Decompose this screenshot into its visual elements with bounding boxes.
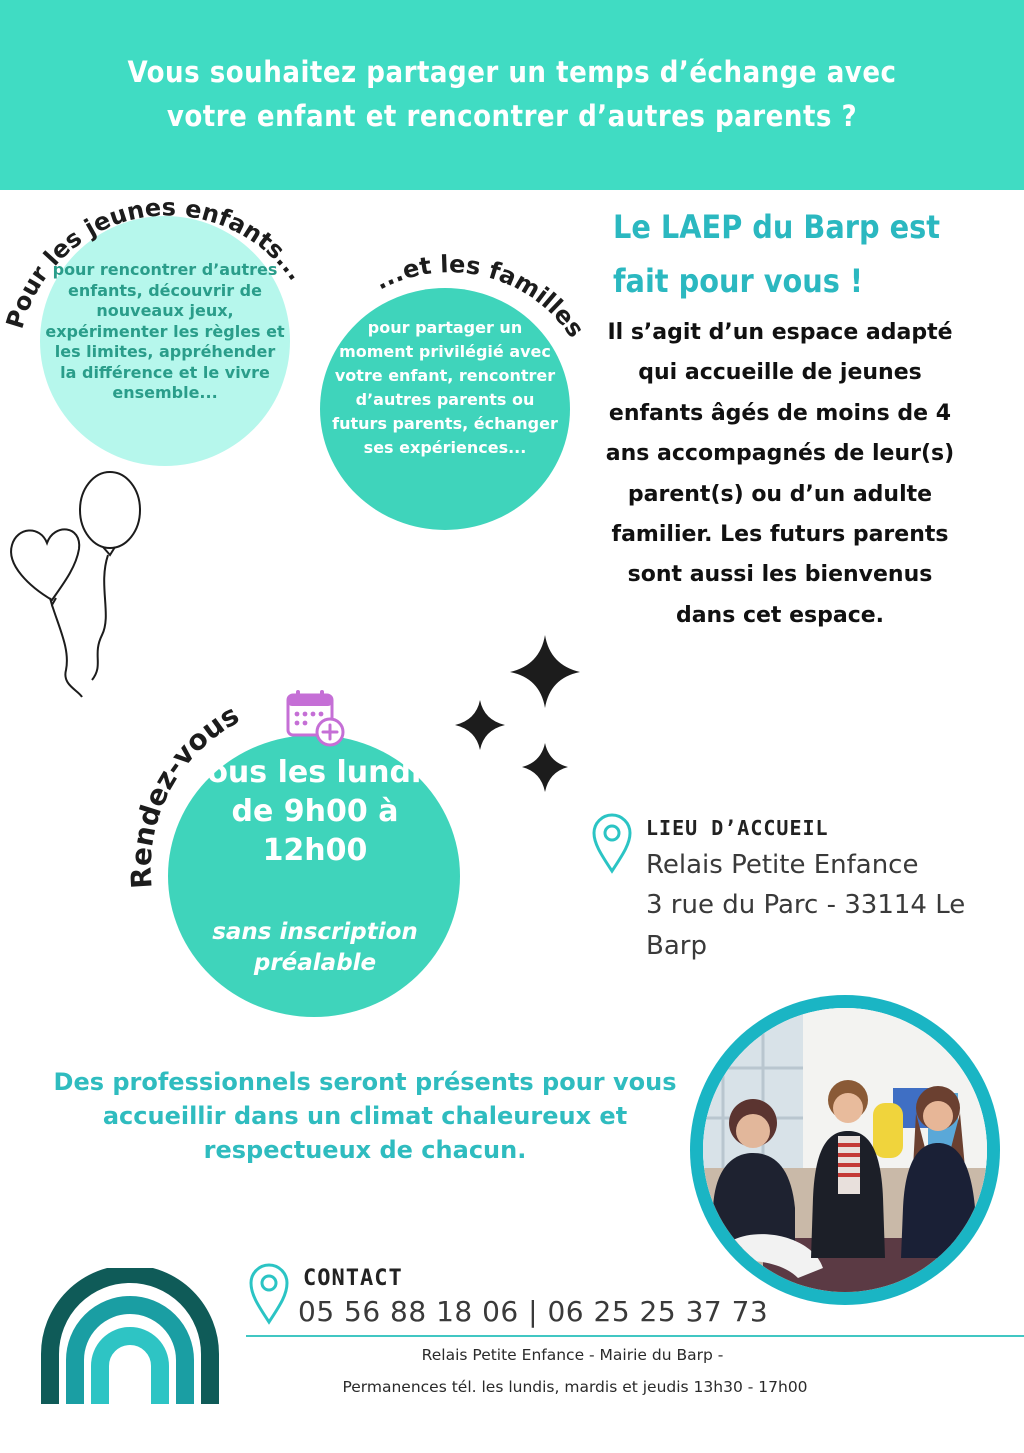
- families-bubble-heading: ...et les familles: [369, 250, 590, 343]
- lieu-name: Relais Petite Enfance: [646, 850, 919, 880]
- contact-divider: [246, 1335, 1024, 1337]
- kids-bubble-heading: Pour les jeunes enfants...: [0, 193, 311, 332]
- balloon-icon: [0, 465, 160, 705]
- team-photo-illustration: [703, 1008, 987, 1292]
- laep-title-line-1: Le LAEP du Barp est: [613, 208, 941, 246]
- header-line-1: Vous souhaitez partager un temps d’échange avec: [127, 55, 897, 89]
- kids-bubble-text: pour rencontrer d’autres enfants, découvrir de nouveaux jeux, expérimenter les règles et les limites, appréhender la différence et le vivre ensemble...: [45, 260, 285, 402]
- header-line-2: votre enfant et rencontrer d’autres parents ?: [166, 99, 858, 133]
- families-bubble-text: pour partager un moment privilégié avec votre enfant, rencontrer d’autres parents ou futurs parents, échanger ses expériences...: [332, 318, 558, 457]
- laep-description: Il s’agit d’un espace adapté qui accueille de jeunes enfants âgés de moins de 4 ans accompagnés de leur(s) parent(s) ou d’un adulte familier. Les futurs parents sont aussi les bienvenus dans cet espace.: [605, 320, 955, 628]
- lieu-address: 3 rue du Parc - 33114 Le Barp: [646, 890, 966, 961]
- rendezvous-heading: Rendez-vous: [124, 698, 245, 890]
- contact-phones[interactable]: 05 56 88 18 06 | 06 25 25 37 73: [298, 1295, 769, 1328]
- rendezvous-schedule: Tous les lundis de 9h00 à 12h00: [190, 755, 440, 868]
- heart-balloon-icon: [11, 529, 79, 600]
- rendezvous-note: sans inscription préalable: [212, 919, 418, 976]
- footer-line-1: Relais Petite Enfance - Mairie du Barp -: [421, 1346, 724, 1364]
- calendar-add-icon: [284, 688, 350, 750]
- rainbow-logo-icon: [40, 1268, 220, 1410]
- lieu-label: LIEU D’ACCUEIL: [646, 816, 829, 840]
- location-pin-icon: [590, 813, 634, 875]
- laep-title: [613, 200, 1013, 308]
- sparkle-icon: [450, 630, 590, 800]
- footer-line-2: Permanences tél. les lundis, mardis et jeudis 13h30 - 17h00: [342, 1378, 808, 1396]
- contact-label: CONTACT: [303, 1266, 403, 1291]
- team-photo: [703, 1008, 987, 1292]
- laep-title-line-2: fait pour vous !: [613, 262, 864, 300]
- contact-location-pin-icon: [247, 1262, 291, 1326]
- professionals-text: Des professionnels seront présents pour vous accueillir dans un climat chaleureux et respectueux de chacun.: [53, 1068, 677, 1164]
